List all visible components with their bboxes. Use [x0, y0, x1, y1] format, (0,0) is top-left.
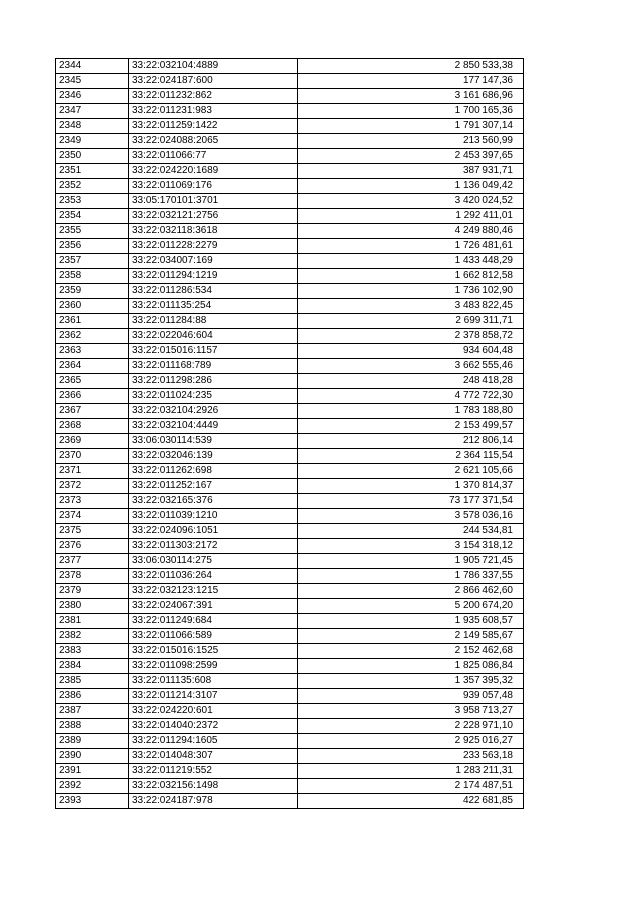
table-row	[56, 764, 524, 779]
value-cell: 1 662 812,58	[298, 269, 524, 284]
value-cell: 73 177 371,54	[298, 494, 524, 509]
value-cell: 1 791 307,14	[298, 119, 524, 134]
row-number-cell: 2380	[56, 599, 129, 614]
cadastral-number-cell: 33:22:024187:978	[129, 794, 298, 809]
table-row	[56, 554, 524, 569]
table-row	[56, 674, 524, 689]
table-row	[56, 464, 524, 479]
table-row	[56, 194, 524, 209]
table-row	[56, 434, 524, 449]
row-number-cell: 2348	[56, 119, 129, 134]
value-cell: 2 149 585,67	[298, 629, 524, 644]
cadastral-number-cell: 33:22:024067:391	[129, 599, 298, 614]
row-number-cell: 2373	[56, 494, 129, 509]
value-cell: 3 154 318,12	[298, 539, 524, 554]
value-cell: 3 483 822,45	[298, 299, 524, 314]
table-row	[56, 149, 524, 164]
row-number-cell: 2347	[56, 104, 129, 119]
cadastral-number-cell: 33:22:011259:1422	[129, 119, 298, 134]
row-number-cell: 2366	[56, 389, 129, 404]
value-cell: 2 866 462,60	[298, 584, 524, 599]
value-cell: 1 783 188,80	[298, 404, 524, 419]
table-row	[56, 314, 524, 329]
cadastral-number-cell: 33:22:032118:3618	[129, 224, 298, 239]
cadastral-number-cell: 33:22:011214:3107	[129, 689, 298, 704]
cadastral-number-cell: 33:22:011303:2172	[129, 539, 298, 554]
cadastral-number-cell: 33:22:011232:862	[129, 89, 298, 104]
row-number-cell: 2386	[56, 689, 129, 704]
cadastral-number-cell: 33:22:015016:1525	[129, 644, 298, 659]
row-number-cell: 2346	[56, 89, 129, 104]
row-number-cell: 2355	[56, 224, 129, 239]
cadastral-number-cell: 33:22:011231:983	[129, 104, 298, 119]
table-row	[56, 659, 524, 674]
value-cell: 2 174 487,51	[298, 779, 524, 794]
row-number-cell: 2388	[56, 719, 129, 734]
cadastral-number-cell: 33:22:032104:2926	[129, 404, 298, 419]
cadastral-number-cell: 33:22:032104:4449	[129, 419, 298, 434]
row-number-cell: 2389	[56, 734, 129, 749]
cadastral-number-cell: 33:22:032104:4889	[129, 59, 298, 74]
value-cell: 3 161 686,96	[298, 89, 524, 104]
value-cell: 3 662 555,46	[298, 359, 524, 374]
value-cell: 939 057,48	[298, 689, 524, 704]
cadastral-number-cell: 33:22:015016:1157	[129, 344, 298, 359]
value-cell: 2 699 311,71	[298, 314, 524, 329]
cadastral-number-cell: 33:22:011262:698	[129, 464, 298, 479]
table-row	[56, 119, 524, 134]
cadastral-number-cell: 33:22:032123:1215	[129, 584, 298, 599]
row-number-cell: 2360	[56, 299, 129, 314]
value-cell: 1 726 481,61	[298, 239, 524, 254]
row-number-cell: 2368	[56, 419, 129, 434]
table-row	[56, 569, 524, 584]
row-number-cell: 2369	[56, 434, 129, 449]
table-row	[56, 239, 524, 254]
value-cell: 1 700 165,36	[298, 104, 524, 119]
table-row	[56, 539, 524, 554]
table-row	[56, 209, 524, 224]
table-row	[56, 164, 524, 179]
table-row	[56, 134, 524, 149]
value-cell: 934 604,48	[298, 344, 524, 359]
row-number-cell: 2362	[56, 329, 129, 344]
row-number-cell: 2375	[56, 524, 129, 539]
row-number-cell: 2392	[56, 779, 129, 794]
value-cell: 2 152 462,68	[298, 644, 524, 659]
row-number-cell: 2378	[56, 569, 129, 584]
value-cell: 212 806,14	[298, 434, 524, 449]
cadastral-number-cell: 33:22:011228:2279	[129, 239, 298, 254]
table-row	[56, 104, 524, 119]
value-cell: 5 200 674,20	[298, 599, 524, 614]
row-number-cell: 2391	[56, 764, 129, 779]
cadastral-number-cell: 33:22:011294:1219	[129, 269, 298, 284]
row-number-cell: 2387	[56, 704, 129, 719]
cadastral-number-cell: 33:22:011069:176	[129, 179, 298, 194]
table-body	[56, 59, 524, 809]
cadastral-number-cell: 33:22:014040:2372	[129, 719, 298, 734]
row-number-cell: 2365	[56, 374, 129, 389]
value-cell: 2 453 397,65	[298, 149, 524, 164]
row-number-cell: 2382	[56, 629, 129, 644]
table-row	[56, 509, 524, 524]
value-cell: 2 228 971,10	[298, 719, 524, 734]
value-cell: 1 736 102,90	[298, 284, 524, 299]
table-row	[56, 89, 524, 104]
cadastral-number-cell: 33:22:011219:552	[129, 764, 298, 779]
table-row	[56, 404, 524, 419]
value-cell: 2 850 533,38	[298, 59, 524, 74]
cadastral-number-cell: 33:22:011066:589	[129, 629, 298, 644]
row-number-cell: 2379	[56, 584, 129, 599]
cadastral-number-cell: 33:22:032156:1498	[129, 779, 298, 794]
table-row	[56, 599, 524, 614]
cadastral-number-cell: 33:22:024088:2065	[129, 134, 298, 149]
value-cell: 1 825 086,84	[298, 659, 524, 674]
cadastral-number-cell: 33:06:030114:539	[129, 434, 298, 449]
table-row	[56, 644, 524, 659]
row-number-cell: 2372	[56, 479, 129, 494]
value-cell: 248 418,28	[298, 374, 524, 389]
cadastral-number-cell: 33:22:011168:789	[129, 359, 298, 374]
row-number-cell: 2376	[56, 539, 129, 554]
cadastral-number-cell: 33:22:011252:167	[129, 479, 298, 494]
table-row	[56, 719, 524, 734]
value-cell: 387 931,71	[298, 164, 524, 179]
value-cell: 2 153 499,57	[298, 419, 524, 434]
row-number-cell: 2377	[56, 554, 129, 569]
table-row	[56, 299, 524, 314]
cadastral-number-cell: 33:22:011298:286	[129, 374, 298, 389]
cadastral-number-cell: 33:06:030114:275	[129, 554, 298, 569]
row-number-cell: 2353	[56, 194, 129, 209]
cadastral-number-cell: 33:22:024220:601	[129, 704, 298, 719]
table-row	[56, 779, 524, 794]
row-number-cell: 2349	[56, 134, 129, 149]
row-number-cell: 2354	[56, 209, 129, 224]
value-cell: 4 772 722,30	[298, 389, 524, 404]
value-cell: 2 364 115,54	[298, 449, 524, 464]
value-cell: 213 560,99	[298, 134, 524, 149]
cadastral-number-cell: 33:22:032121:2756	[129, 209, 298, 224]
value-cell: 1 283 211,31	[298, 764, 524, 779]
table-row	[56, 374, 524, 389]
value-cell: 1 935 608,57	[298, 614, 524, 629]
value-cell: 3 578 036,16	[298, 509, 524, 524]
row-number-cell: 2370	[56, 449, 129, 464]
value-cell: 1 786 337,55	[298, 569, 524, 584]
table-row	[56, 584, 524, 599]
cadastral-number-cell: 33:22:011066:77	[129, 149, 298, 164]
table-row	[56, 329, 524, 344]
table-row	[56, 389, 524, 404]
value-cell: 244 534,81	[298, 524, 524, 539]
row-number-cell: 2359	[56, 284, 129, 299]
value-cell: 177 147,36	[298, 74, 524, 89]
row-number-cell: 2374	[56, 509, 129, 524]
table-row	[56, 734, 524, 749]
row-number-cell: 2358	[56, 269, 129, 284]
cadastral-number-cell: 33:22:034007:169	[129, 254, 298, 269]
table-row	[56, 269, 524, 284]
cadastral-number-cell: 33:22:024096:1051	[129, 524, 298, 539]
value-cell: 3 420 024,52	[298, 194, 524, 209]
row-number-cell: 2363	[56, 344, 129, 359]
row-number-cell: 2351	[56, 164, 129, 179]
cadastral-number-cell: 33:22:024220:1689	[129, 164, 298, 179]
cadastral-number-cell: 33:22:011036:264	[129, 569, 298, 584]
cadastral-number-cell: 33:22:011135:254	[129, 299, 298, 314]
cadastral-number-cell: 33:22:022046:604	[129, 329, 298, 344]
cadastral-number-cell: 33:22:011135:608	[129, 674, 298, 689]
table-row	[56, 614, 524, 629]
table-row	[56, 344, 524, 359]
value-cell: 3 958 713,27	[298, 704, 524, 719]
table-row	[56, 419, 524, 434]
row-number-cell: 2393	[56, 794, 129, 809]
cadastral-number-cell: 33:22:011098:2599	[129, 659, 298, 674]
cadastral-table	[55, 58, 524, 809]
table-row	[56, 179, 524, 194]
cadastral-number-cell: 33:22:011249:684	[129, 614, 298, 629]
table-row	[56, 704, 524, 719]
cadastral-number-cell: 33:22:032046:139	[129, 449, 298, 464]
table-row	[56, 749, 524, 764]
value-cell: 1 136 049,42	[298, 179, 524, 194]
row-number-cell: 2350	[56, 149, 129, 164]
row-number-cell: 2352	[56, 179, 129, 194]
row-number-cell: 2381	[56, 614, 129, 629]
table-row	[56, 629, 524, 644]
table-row	[56, 689, 524, 704]
row-number-cell: 2371	[56, 464, 129, 479]
row-number-cell: 2367	[56, 404, 129, 419]
cadastral-number-cell: 33:22:032165:376	[129, 494, 298, 509]
table-row	[56, 449, 524, 464]
row-number-cell: 2357	[56, 254, 129, 269]
table-row	[56, 794, 524, 809]
table-row	[56, 59, 524, 74]
cadastral-number-cell: 33:05:170101:3701	[129, 194, 298, 209]
value-cell: 2 378 858,72	[298, 329, 524, 344]
table-row	[56, 284, 524, 299]
row-number-cell: 2385	[56, 674, 129, 689]
table-row	[56, 74, 524, 89]
value-cell: 1 433 448,29	[298, 254, 524, 269]
row-number-cell: 2356	[56, 239, 129, 254]
row-number-cell: 2364	[56, 359, 129, 374]
value-cell: 2 621 105,66	[298, 464, 524, 479]
cadastral-number-cell: 33:22:011039:1210	[129, 509, 298, 524]
value-cell: 233 563,18	[298, 749, 524, 764]
value-cell: 1 905 721,45	[298, 554, 524, 569]
table-row	[56, 479, 524, 494]
row-number-cell: 2345	[56, 74, 129, 89]
table-row	[56, 224, 524, 239]
table-row	[56, 359, 524, 374]
row-number-cell: 2383	[56, 644, 129, 659]
row-number-cell: 2344	[56, 59, 129, 74]
cadastral-number-cell: 33:22:011284:88	[129, 314, 298, 329]
table-row	[56, 524, 524, 539]
table-row	[56, 254, 524, 269]
cadastral-number-cell: 33:22:011024:235	[129, 389, 298, 404]
value-cell: 1 292 411,01	[298, 209, 524, 224]
value-cell: 422 681,85	[298, 794, 524, 809]
value-cell: 4 249 880,46	[298, 224, 524, 239]
value-cell: 1 357 395,32	[298, 674, 524, 689]
row-number-cell: 2361	[56, 314, 129, 329]
value-cell: 2 925 016,27	[298, 734, 524, 749]
row-number-cell: 2384	[56, 659, 129, 674]
row-number-cell: 2390	[56, 749, 129, 764]
cadastral-number-cell: 33:22:011294:1605	[129, 734, 298, 749]
value-cell: 1 370 814,37	[298, 479, 524, 494]
table-row	[56, 494, 524, 509]
cadastral-number-cell: 33:22:011286:534	[129, 284, 298, 299]
cadastral-number-cell: 33:22:024187:600	[129, 74, 298, 89]
cadastral-number-cell: 33:22:014048:307	[129, 749, 298, 764]
